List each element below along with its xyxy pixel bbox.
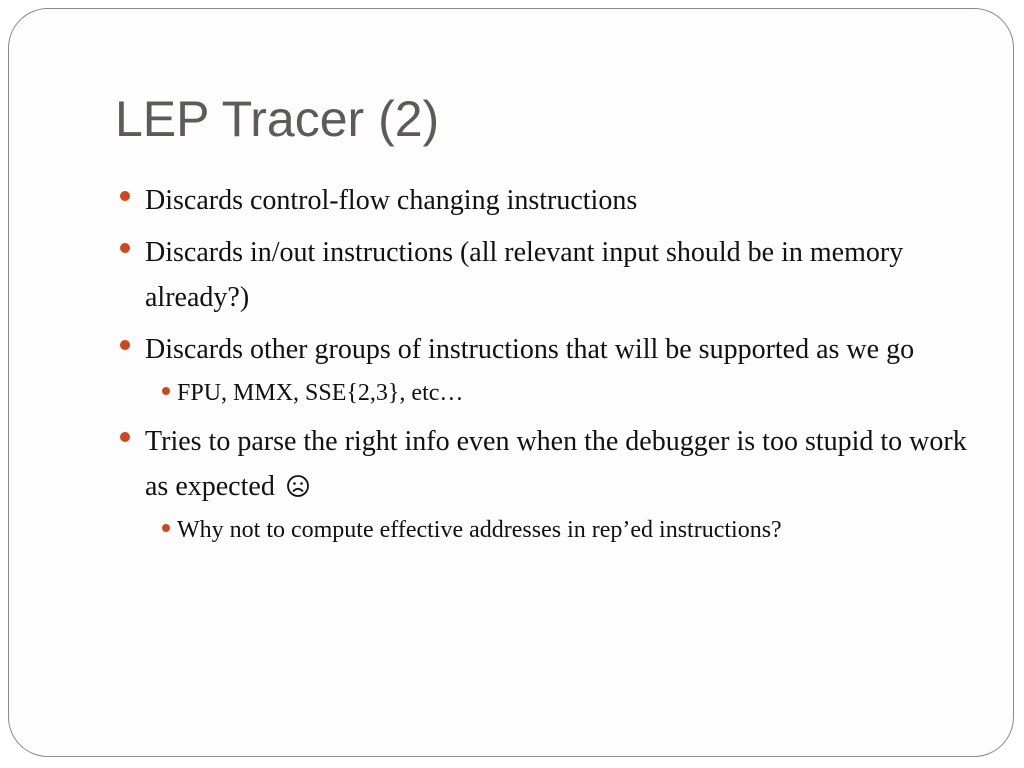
bullet-item (115, 327, 995, 372)
frown-icon (286, 474, 310, 498)
bullet-dot-icon (120, 191, 130, 201)
bullet-item (115, 419, 995, 509)
bullet-text: Discards other groups of instructions that will be supported as we go (145, 334, 915, 365)
bullet-list (115, 178, 995, 556)
sub-bullet-item (115, 512, 995, 548)
slide-title: LEP Tracer (2) (115, 91, 440, 147)
sub-bullet-item (115, 375, 995, 411)
bullet-dot-icon (162, 524, 170, 532)
slide (8, 8, 1014, 757)
sub-bullet-text: Why not to compute effective addresses in rep’ed instructions? (177, 517, 782, 543)
bullet-dot-icon (120, 243, 130, 253)
bullet-text: Tries to parse the right info even when the debugger is too stupid to work as expected (145, 426, 967, 502)
bullet-dot-icon (120, 432, 130, 442)
bullet-text: Discards control-flow changing instructions (145, 185, 638, 216)
bullet-dot-icon (162, 387, 170, 395)
bullet-text: Discards in/out instructions (all relevant input should be in memory already?) (145, 237, 904, 313)
bullet-dot-icon (120, 340, 130, 350)
bullet-item (115, 178, 995, 223)
bullet-item (115, 230, 995, 320)
sub-bullet-text: FPU, MMX, SSE{2,3}, etc… (177, 380, 464, 406)
